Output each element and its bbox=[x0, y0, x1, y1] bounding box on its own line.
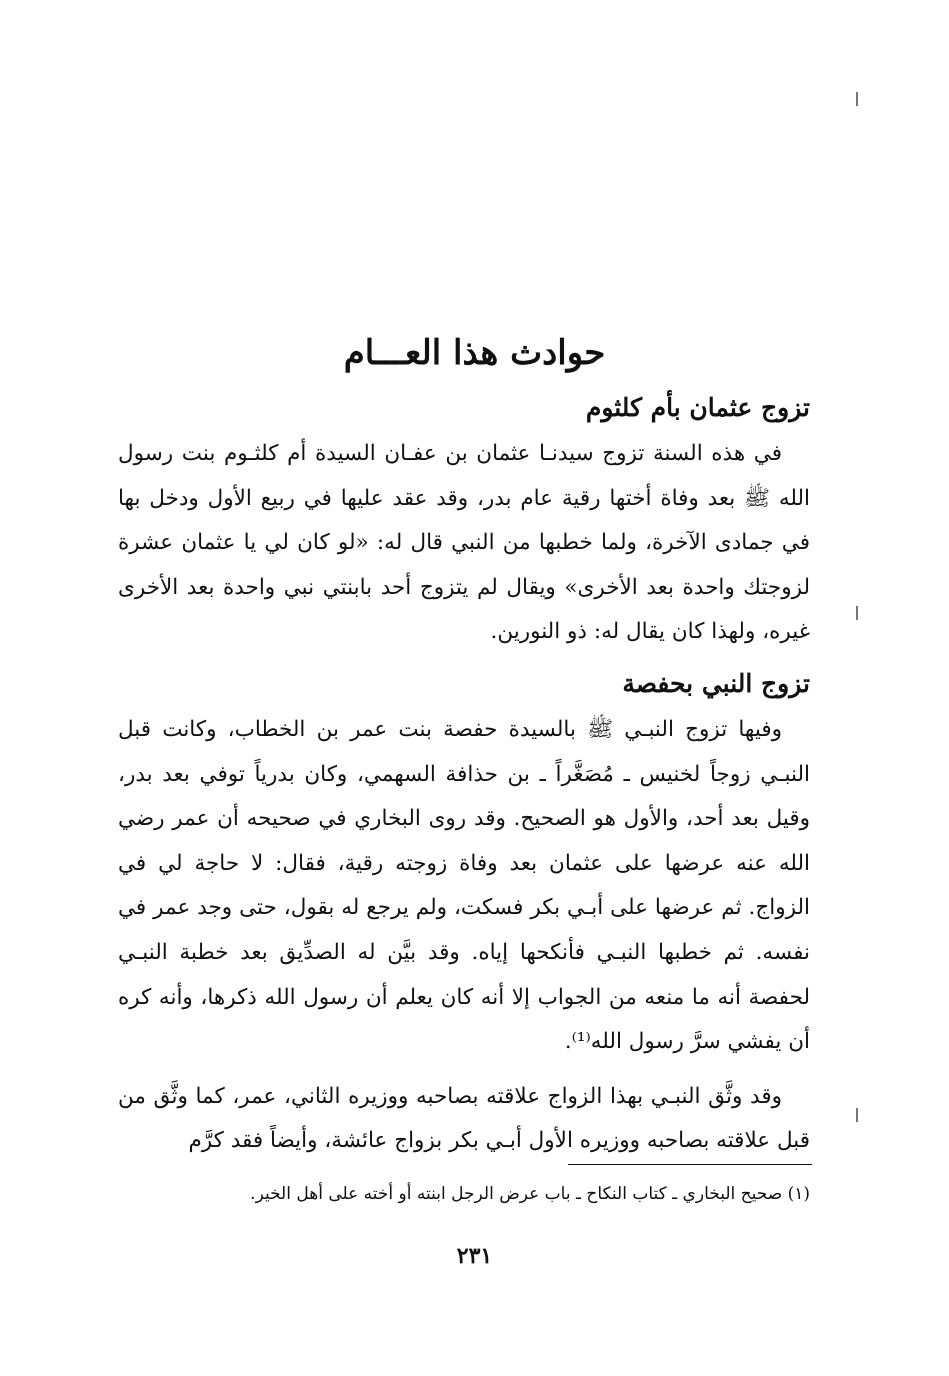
scan-edge-mark bbox=[856, 1108, 858, 1122]
page-number: ٢٣١ bbox=[456, 1243, 493, 1269]
chapter-title: حوادث هذا العـــام bbox=[343, 332, 606, 373]
section-othman bbox=[118, 388, 810, 655]
paragraph: وقد وثَّق النبـي بهذا الزواج علاقته بصاحبه ووزيره الثاني، عمر، كما وثَّق من قبل علاقته بصاحبه ووزيره الأول أبـي بكر بزواج عائشة، وأيضاً فقد كرَّم bbox=[118, 1083, 810, 1154]
scan-edge-mark bbox=[856, 92, 858, 106]
scan-edge-mark bbox=[856, 606, 858, 620]
footnote-divider bbox=[568, 1164, 812, 1165]
footnote: (١) صحيح البخاري ـ كتاب النكاح ـ باب عرض الرجل ابنته أو أخته على أهل الخير. bbox=[250, 1184, 810, 1204]
paragraph: وفيها تزوج النبـي ﷺ بالسيدة حفصة بنت عمر بن الخطاب، وكانت قبل النبـي زوجاً لخنيس ـ مُصَغَّراً ـ بن حذافة السهمي، وكان بدرياً توفي بعد بدر، وقيل بعد أحد، والأول هو الصحيح. وقد روى البخاري في صحيحه أن عمر رضي الله عنه عرضها على عثمان بعد وفاة زوجته رقية، فقال: لا حاجة لي في الزواج. ثم عرضها على أبـي بكر فسكت، ولم يرجع له بقول، حتى وجد عمر في نفسه. ثم خطبها النبـي فأنكحها إياه. وقد بيَّن له الصدِّيق بعد خطبة النبـي لحفصة أنه ما منعه من الجواب إلا أنه كان يعلم أن رسول الله ذكرها، وأنه كره أن يفشي سرَّ رسول الله⁽¹⁾. bbox=[118, 717, 810, 1055]
paragraph: في هذه السنة تزوج سيدنـا عثمان بن عفـان السيدة أم كلثـوم بنت رسول الله ﷺ بعد وفاة أختها رقية عام بدر، وقد عقد عليها في ربيع الأول ودخل بها في جمادى الآخرة، ولما خطبها من النبي قال له: «لو كان لي يا عثمان عشرة لزوجتك واحدة بعد الأخرى» ويقال لم يتزوج أحد بابنتي نبي واحدة بعد الأخرى غيره، ولهذا كان يقال له: ذو النورين. bbox=[118, 441, 810, 645]
section-hafsa bbox=[118, 664, 810, 1164]
section-heading: تزوج النبي بحفصة bbox=[622, 669, 810, 698]
section-heading: تزوج عثمان بأم كلثوم bbox=[585, 393, 810, 422]
